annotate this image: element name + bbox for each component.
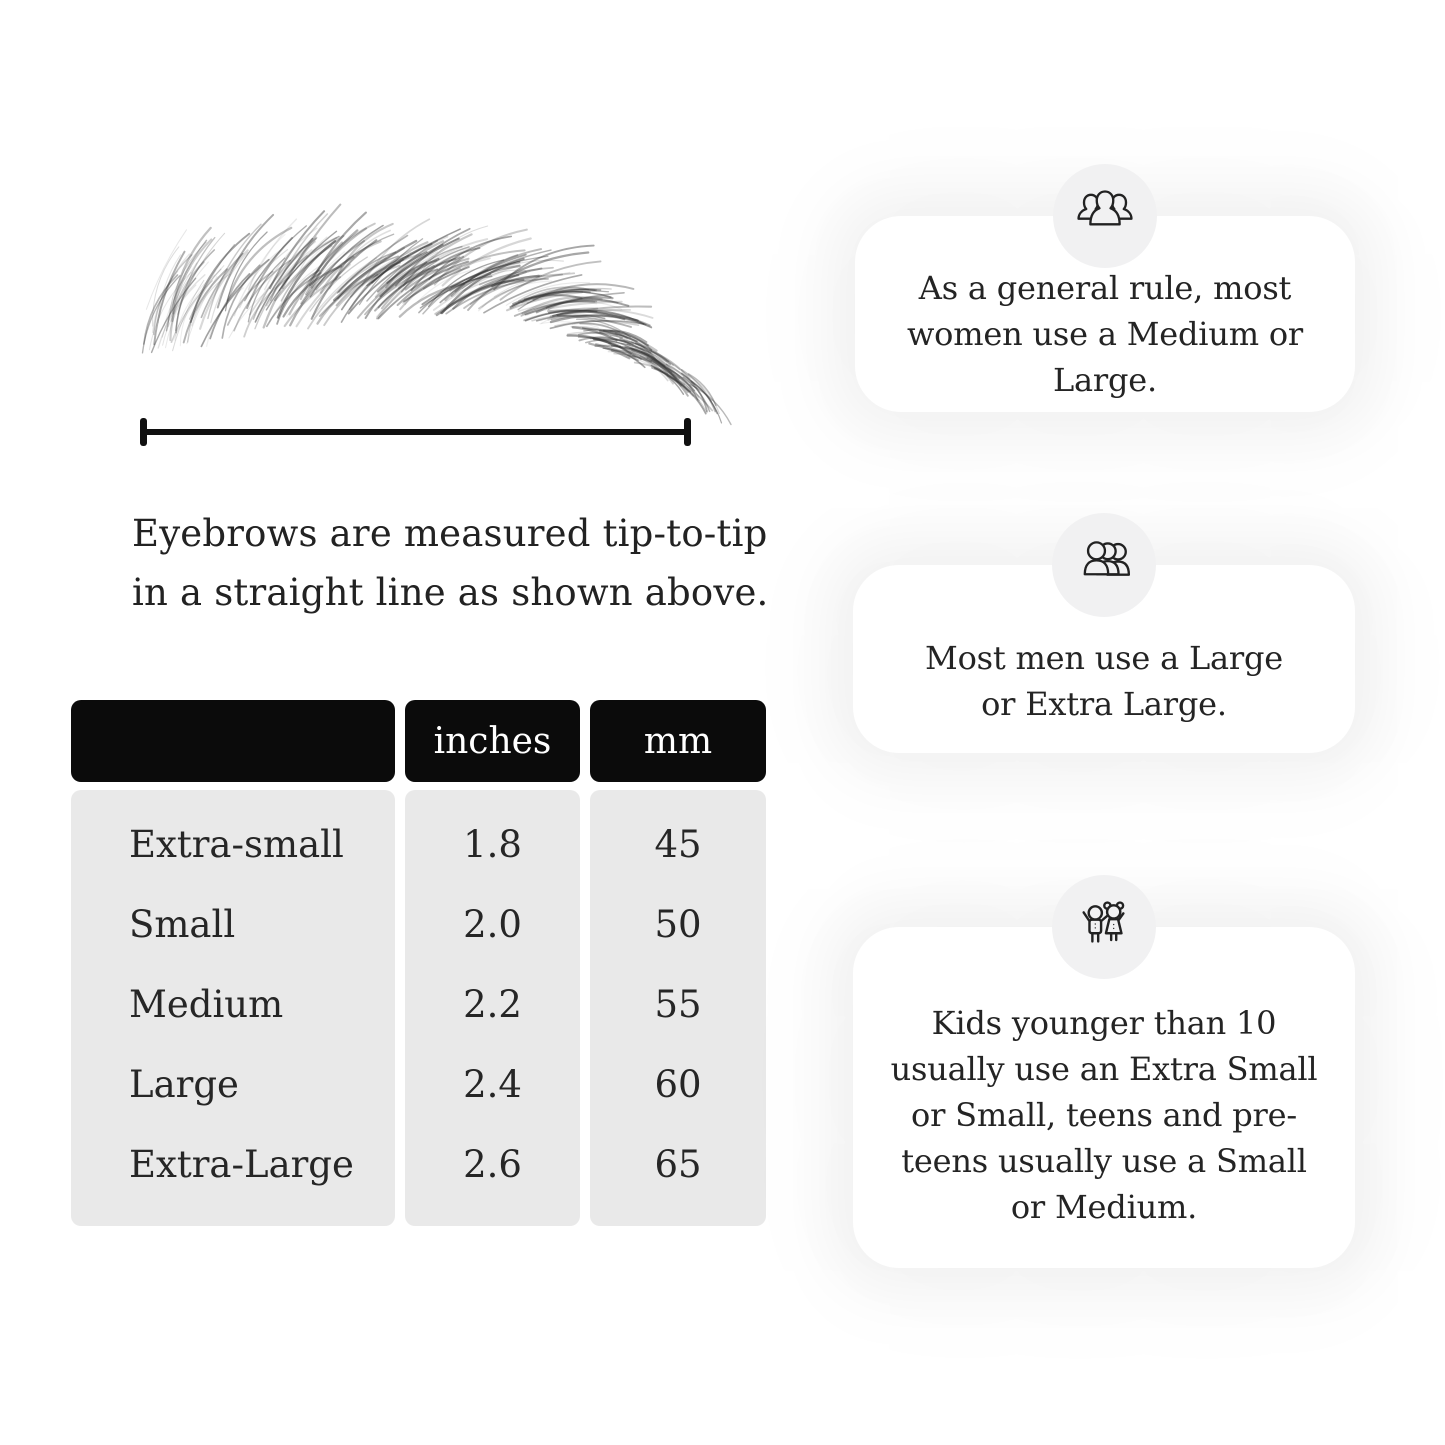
info-card-kids — [853, 927, 1355, 1268]
mm-small: 50 — [654, 902, 702, 946]
measurement-line — [144, 429, 687, 435]
mm-large: 60 — [654, 1062, 702, 1106]
info-card-women-text: As a general rule, most women use a Medium or Large. — [906, 269, 1304, 399]
men-icon-circle — [1052, 513, 1156, 617]
inches-medium: 2.2 — [463, 982, 522, 1026]
kids-icon — [1073, 894, 1135, 960]
eyebrow-illustration — [95, 225, 735, 440]
inches-small: 2.0 — [463, 902, 522, 946]
mm-medium: 55 — [654, 982, 702, 1026]
measurement-caption-line2: in a straight line as shown above. — [132, 571, 769, 614]
size-table-inches-column — [405, 790, 580, 1226]
measurement-endcap-left — [140, 418, 147, 446]
size-label-extra-small: Extra-small — [129, 822, 344, 866]
size-table — [71, 700, 766, 1226]
mm-extra-large: 65 — [654, 1142, 702, 1186]
inches-extra-small: 1.8 — [463, 822, 522, 866]
women-group-icon — [1075, 184, 1135, 248]
size-label-medium: Medium — [129, 982, 284, 1026]
size-table-header-mm: mm — [590, 700, 766, 782]
info-card-men-text: Most men use a Large or Extra Large. — [925, 639, 1283, 723]
info-card-kids-text: Kids younger than 10 usually use an Extra Small or Small, teens and pre-teens usually use a Small or Medium. — [890, 1003, 1318, 1226]
women-icon-circle — [1053, 164, 1157, 268]
measurement-caption-line1: Eyebrows are measured tip-to-tip — [132, 512, 768, 555]
kids-icon-circle — [1052, 875, 1156, 979]
inches-extra-large: 2.6 — [463, 1142, 522, 1186]
inches-large: 2.4 — [463, 1062, 522, 1106]
measurement-caption — [132, 504, 769, 622]
info-card-men — [853, 565, 1355, 753]
info-card-women — [855, 216, 1355, 412]
men-group-icon — [1074, 533, 1134, 597]
size-label-large: Large — [129, 1062, 239, 1106]
size-table-label-column — [71, 790, 395, 1226]
size-table-mm-column — [590, 790, 766, 1226]
mm-extra-small: 45 — [654, 822, 702, 866]
size-table-header-blank — [71, 700, 395, 782]
size-label-small: Small — [129, 902, 236, 946]
measurement-endcap-right — [684, 418, 691, 446]
size-label-extra-large: Extra-Large — [129, 1142, 354, 1186]
size-table-header-inches: inches — [405, 700, 580, 782]
